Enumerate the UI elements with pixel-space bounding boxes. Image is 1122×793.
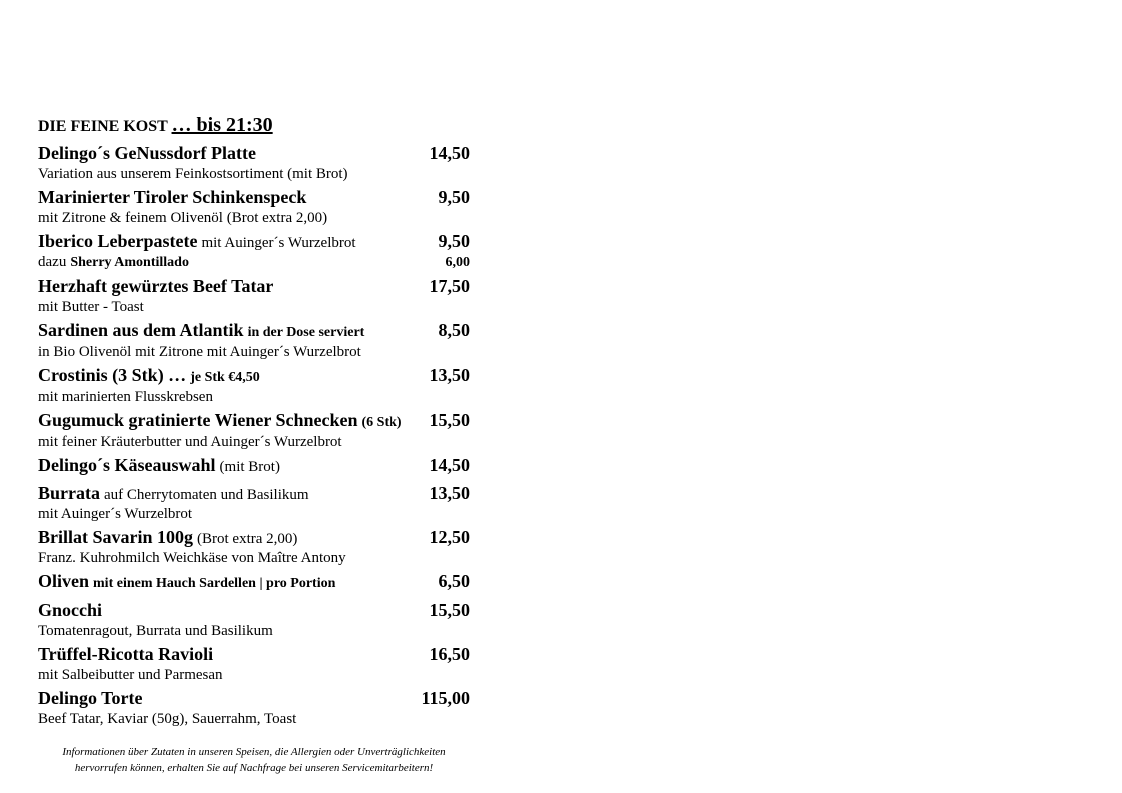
item-price: 8,50 — [438, 320, 470, 340]
menu-item — [38, 455, 470, 477]
menu-item — [38, 410, 470, 451]
item-name: Brillat Savarin 100g — [38, 527, 194, 547]
item-sub-prefix: dazu — [38, 254, 67, 270]
menu-item — [38, 571, 470, 594]
item-name: Trüffel-Ricotta Ravioli — [38, 644, 214, 664]
item-name: Delingo Torte — [38, 688, 143, 708]
menu-item — [38, 365, 470, 406]
item-name: Oliven — [38, 571, 90, 591]
item-description: Tomatenragout, Burrata und Basilikum — [38, 623, 273, 639]
item-name: Gnocchi — [38, 600, 103, 620]
item-price: 15,50 — [429, 600, 470, 620]
item-suffix: (mit Brot) — [219, 459, 280, 475]
item-name: Herzhaft gewürztes Beef Tatar — [38, 276, 274, 296]
item-price: 115,00 — [421, 688, 470, 708]
item-name: Sardinen aus dem Atlantik — [38, 320, 244, 340]
menu-item — [38, 483, 470, 523]
item-suffix: je Stk €4,50 — [190, 370, 260, 385]
menu-section — [38, 114, 470, 732]
item-sub-price: 6,00 — [445, 255, 470, 270]
item-price: 17,50 — [429, 276, 470, 296]
menu-item — [38, 320, 470, 361]
item-price: 9,50 — [438, 231, 470, 251]
item-description: Variation aus unserem Feinkostsortiment (mit Brot) — [38, 166, 348, 182]
item-suffix: mit einem Hauch Sardellen | pro Portion — [93, 576, 336, 591]
item-price: 13,50 — [429, 365, 470, 385]
item-name: Gugumuck gratinierte Wiener Schnecken — [38, 410, 358, 430]
menu-item — [38, 276, 470, 316]
item-name: Burrata — [38, 483, 100, 503]
section-time: … bis 21:30 — [171, 114, 273, 136]
item-suffix: auf Cherrytomaten und Basilikum — [104, 487, 309, 503]
item-description: mit Salbeibutter und Parmesan — [38, 667, 223, 683]
item-price: 16,50 — [429, 644, 470, 664]
item-suffix: (6 Stk) — [361, 415, 402, 430]
item-suffix: (Brot extra 2,00) — [197, 531, 298, 547]
item-price: 13,50 — [429, 483, 470, 503]
item-description: mit marinierten Flusskrebsen — [38, 389, 213, 405]
section-title: DIE FEINE KOST — [38, 118, 168, 135]
item-sub-name: Sherry Amontillado — [70, 255, 189, 270]
item-name: Crostinis (3 Stk) … — [38, 365, 187, 385]
item-description: mit Auinger´s Wurzelbrot — [38, 506, 193, 522]
allergen-notice-line: Informationen über Zutaten in unseren Speisen, die Allergien oder Unverträglichkeiten — [62, 746, 446, 758]
item-description: Franz. Kuhrohmilch Weichkäse von Maître Antony — [38, 550, 346, 566]
item-price: 12,50 — [429, 527, 470, 547]
menu-item — [38, 143, 470, 183]
allergen-notice-line: hervorrufen können, erhalten Sie auf Nachfrage bei unseren Servicemitarbeitern! — [74, 762, 434, 774]
item-suffix: in der Dose serviert — [247, 325, 365, 340]
item-name: Marinierter Tiroler Schinkenspeck — [38, 187, 307, 207]
allergen-notice — [38, 744, 470, 776]
item-description: mit Zitrone & feinem Olivenöl (Brot extra 2,00) — [38, 210, 328, 226]
item-description: Beef Tatar, Kaviar (50g), Sauerrahm, Toast — [38, 711, 297, 727]
item-description: mit feiner Kräuterbutter und Auinger´s Wurzelbrot — [38, 434, 342, 450]
menu-item — [38, 600, 470, 640]
item-name: Iberico Leberpastete — [38, 231, 198, 251]
menu-item — [38, 187, 470, 227]
item-price: 6,50 — [438, 571, 470, 591]
menu-item — [38, 527, 470, 567]
item-price: 15,50 — [429, 410, 470, 430]
menu-item — [38, 688, 470, 728]
item-price: 9,50 — [438, 187, 470, 207]
item-description: mit Butter - Toast — [38, 299, 144, 315]
item-name: Delingo´s Käseauswahl — [38, 455, 216, 475]
section-heading — [38, 114, 470, 137]
item-suffix: mit Auinger´s Wurzelbrot — [201, 235, 356, 251]
item-price: 14,50 — [429, 455, 470, 475]
item-name: Delingo´s GeNussdorf Platte — [38, 143, 256, 163]
menu-item — [38, 231, 470, 272]
menu-item — [38, 644, 470, 684]
item-price: 14,50 — [429, 143, 470, 163]
item-description: in Bio Olivenöl mit Zitrone mit Auinger´s Wurzelbrot — [38, 344, 361, 360]
